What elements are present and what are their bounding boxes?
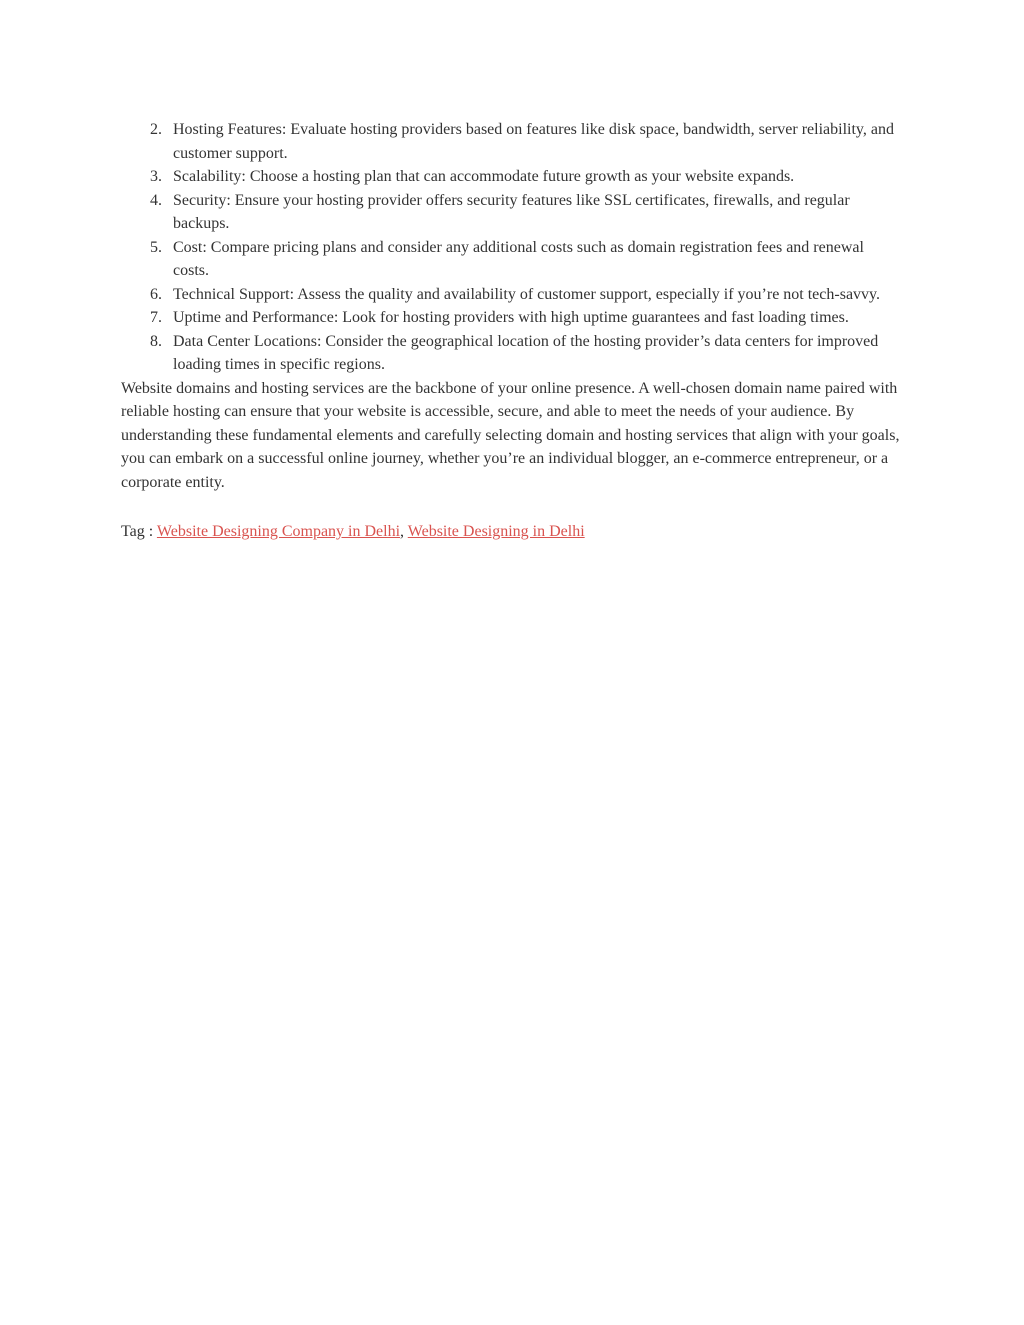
tag-link-website-designing[interactable]: Website Designing in Delhi — [407, 523, 585, 540]
tag-line — [121, 520, 901, 544]
list-item — [121, 306, 901, 330]
list-item-number: 4. — [150, 191, 162, 209]
list-item-text: Hosting Features: Evaluate hosting providers based on features like disk space, bandwidth, server reliability, and customer support. — [173, 121, 894, 162]
tag-prefix: Tag : — [121, 523, 157, 540]
list-item — [121, 118, 901, 165]
hosting-considerations-list — [121, 118, 901, 377]
list-item-number: 7. — [150, 309, 162, 326]
list-item-text: Security: Ensure your hosting provider offers security features like SSL certificates, firewalls, and regular backups. — [173, 191, 850, 232]
tag-separator: , — [400, 523, 408, 540]
document-page — [121, 118, 901, 544]
list-item-text: Uptime and Performance: Look for hosting providers with high uptime guarantees and fast loading times. — [173, 309, 849, 326]
list-item-number: 2. — [150, 121, 162, 138]
list-item — [121, 283, 901, 307]
list-item — [121, 165, 901, 189]
list-item — [121, 330, 901, 377]
list-item-text: Scalability: Choose a hosting plan that can accommodate future growth as your website expands. — [173, 168, 795, 185]
list-item-text: Data Center Locations: Consider the geographical location of the hosting provider’s data centers for improved loading times in specific regions. — [173, 332, 879, 373]
tag-link-website-designing-company[interactable]: Website Designing Company in Delhi — [156, 523, 401, 540]
list-item-text: Technical Support: Assess the quality and availability of customer support, especially if you’re not tech-savvy. — [173, 285, 880, 303]
list-item-text: Cost: Compare pricing plans and consider any additional costs such as domain registration fees and renewal costs. — [173, 238, 864, 279]
list-item — [121, 189, 901, 236]
list-item-number: 3. — [150, 168, 162, 185]
list-item-number: 8. — [150, 332, 162, 350]
conclusion-paragraph: Website domains and hosting services are the backbone of your online presence. A well-chosen domain name paired with reliable hosting can ensure that your website is accessible, secure, and able to meet the needs of your audience. By understanding these fundamental elements and carefully selecting domain and hosting services that align with your goals, you can embark on a successful online journey, whether you’re an individual blogger, an e-commerce entrepreneur, or a corporate entity. — [121, 379, 900, 491]
list-item-number: 5. — [150, 238, 162, 256]
list-item — [121, 236, 901, 283]
list-item-number: 6. — [150, 285, 162, 303]
